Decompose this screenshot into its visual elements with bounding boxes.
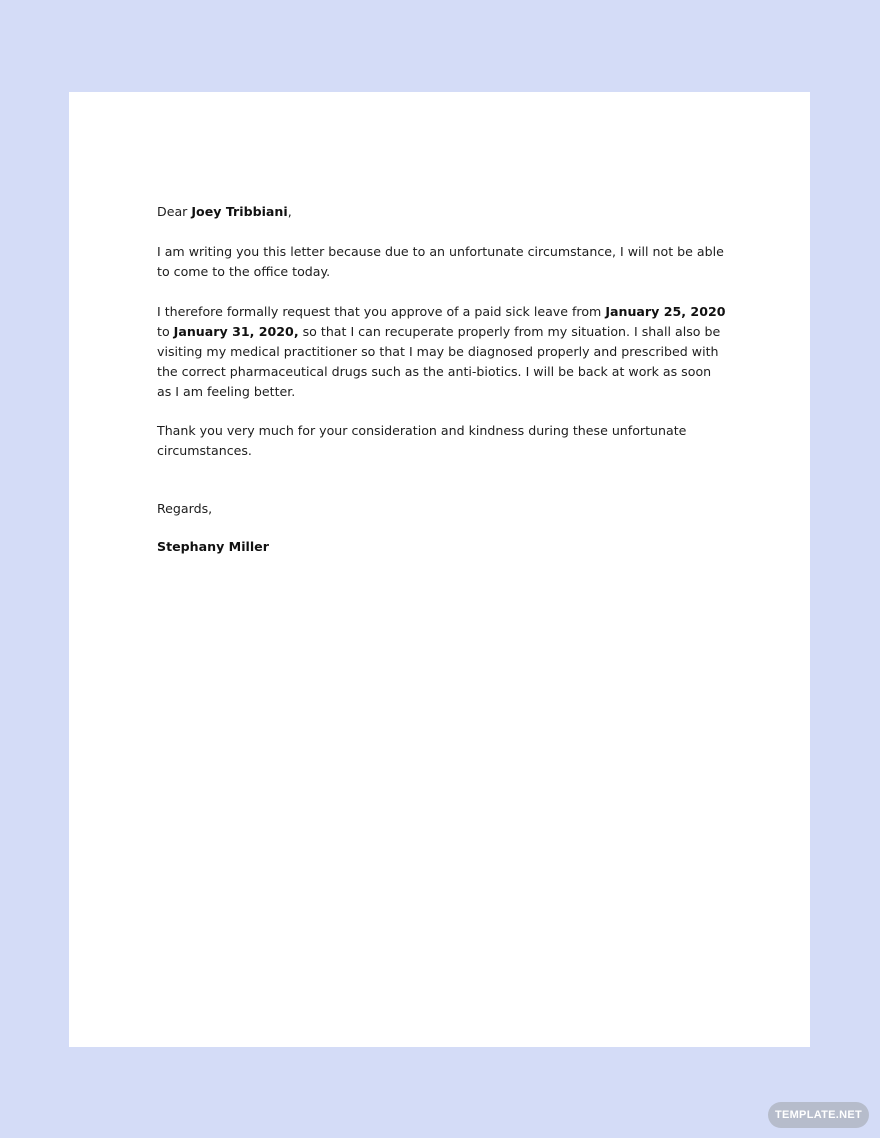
salutation [157, 202, 727, 222]
paragraph-2-part-1: I therefore formally request that you approve of a paid sick leave from [157, 304, 606, 319]
leave-end-date: January 31, 2020, [173, 324, 299, 339]
paragraph-2-part-2: to [157, 324, 174, 339]
paragraph-1: I am writing you this letter because due to an unfortunate circumstance, I will not be able to come to the office today. [157, 244, 724, 279]
paragraph-2-part-3: so that I can recuperate properly from my situation. I shall also be visiting my medical practitioner so that I may be diagnosed properly and prescribed with the correct pharmaceutical drugs such as the anti-biotics. I will be back at work as soon as I am feeling better. [157, 324, 721, 399]
template-net-watermark[interactable]: TEMPLATE.NET [768, 1102, 869, 1128]
sender-name [157, 537, 727, 557]
paragraph-2 [157, 302, 727, 402]
sender-name-text: Stephany Miller [157, 539, 269, 554]
salutation-suffix: , [287, 204, 292, 219]
letter-body [157, 202, 727, 557]
leave-start-date: January 25, 2020 [605, 304, 726, 319]
letter-page [69, 92, 810, 1047]
recipient-name: Joey Tribbiani [191, 204, 288, 219]
salutation-prefix: Dear [157, 204, 192, 219]
closing: Regards, [157, 501, 213, 516]
paragraph-3: Thank you very much for your consideration and kindness during these unfortunate circumstances. [157, 423, 687, 458]
